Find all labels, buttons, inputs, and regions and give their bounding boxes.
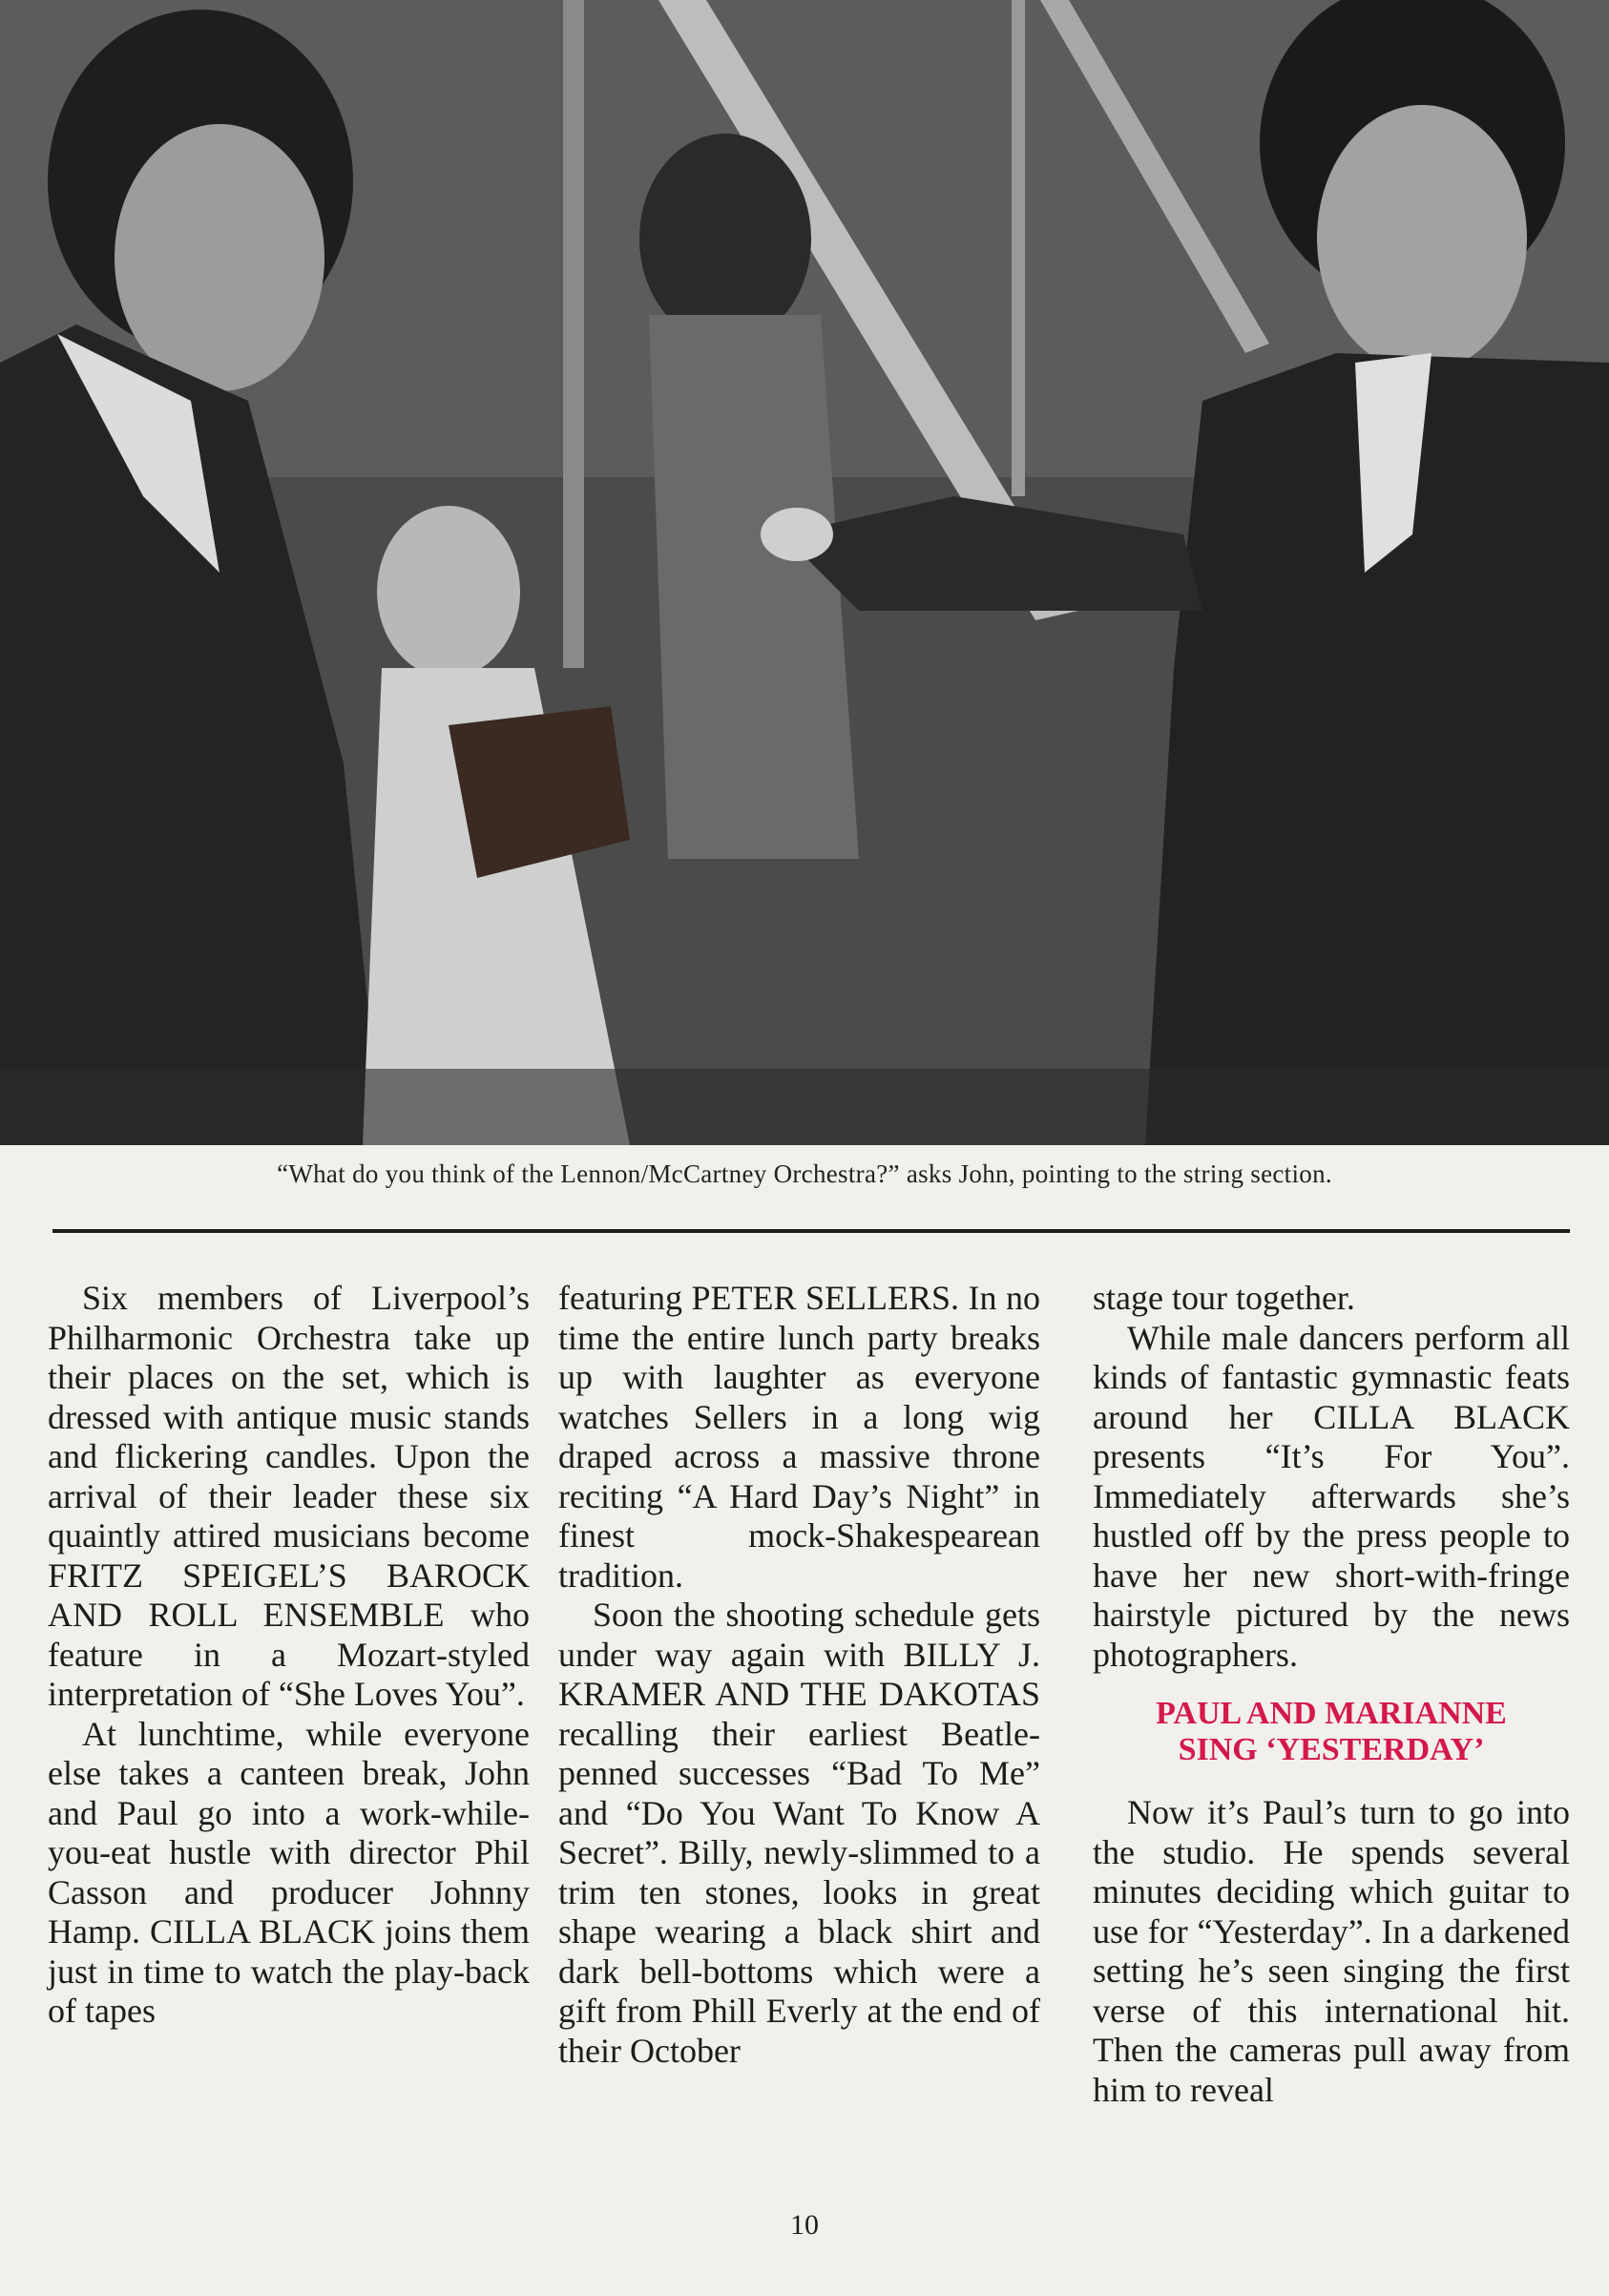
- photo-icon: [0, 0, 1609, 1145]
- subheading-line: PAUL AND MARIANNE: [1156, 1696, 1507, 1731]
- paragraph: Six members of Liverpool’s Philharmonic Orchestra take up their places on the set, which is dressed with antique music stands and flickering candles. Upon the arrival of their leader these six quaintly attired musicians become FRITZ SPEIGEL’S BAROCK AND ROLL ENSEMBLE who feature in a Mozart-styled interpretation of “She Loves You”.: [48, 1279, 530, 1713]
- paragraph: stage tour together.: [1093, 1279, 1355, 1317]
- paragraph: Now it’s Paul’s turn to go into the studio. He spends several minutes deciding which guitar to use for “Yesterday”. In a darkened setting he’s seen singing the first verse of this international hit. Then the cameras pull away from him to reveal: [1093, 1793, 1570, 2109]
- photo-studio-scene: [0, 0, 1609, 1145]
- paragraph: At lunchtime, while everyone else takes a canteen break, John and Paul go into a work-while-you-eat hustle with director Phil Casson and producer Johnny Hamp. CILLA BLACK joins them just in time to watch the play-back of tapes: [48, 1714, 530, 2030]
- page-number: 10: [790, 2209, 819, 2241]
- article-body: [0, 1279, 1609, 2195]
- divider-rule: [52, 1229, 1570, 1233]
- column-3: [1093, 1279, 1570, 2110]
- photo-caption: “What do you think of the Lennon/McCartney Orchestra?” asks John, pointing to the string section.: [277, 1159, 1332, 1188]
- column-1: [48, 1279, 530, 2032]
- paragraph: Soon the shooting schedule gets under way again with BILLY J. KRAMER AND THE DAKOTAS recalling their earliest Beatle-penned successes “Bad To Me” and “Do You Want To Know A Secret”. Billy, newly-slimmed to a trim ten stones, looks in great shape wearing a black shirt and dark bell-bottoms which were a gift from Phill Everly at the end of their October: [558, 1596, 1040, 2070]
- section-subheading: [1093, 1696, 1570, 1768]
- subheading-line: SING ‘YESTERDAY’: [1178, 1732, 1485, 1767]
- paragraph: While male dancers perform all kinds of fantastic gymnastic feats around her CILLA BLACK presents “It’s For You”. Immediately afterwards she’s hustled off by the press people to have her new short-with-fringe hairstyle pictured by the news photographers.: [1093, 1318, 1570, 1674]
- column-2: [558, 1279, 1040, 2071]
- paragraph: featuring PETER SELLERS. In no time the entire lunch party breaks up with laughter as everyone watches Sellers in a long wig draped across a massive throne reciting “A Hard Day’s Night” in finest mock-Shakespearean tradition.: [558, 1279, 1040, 1595]
